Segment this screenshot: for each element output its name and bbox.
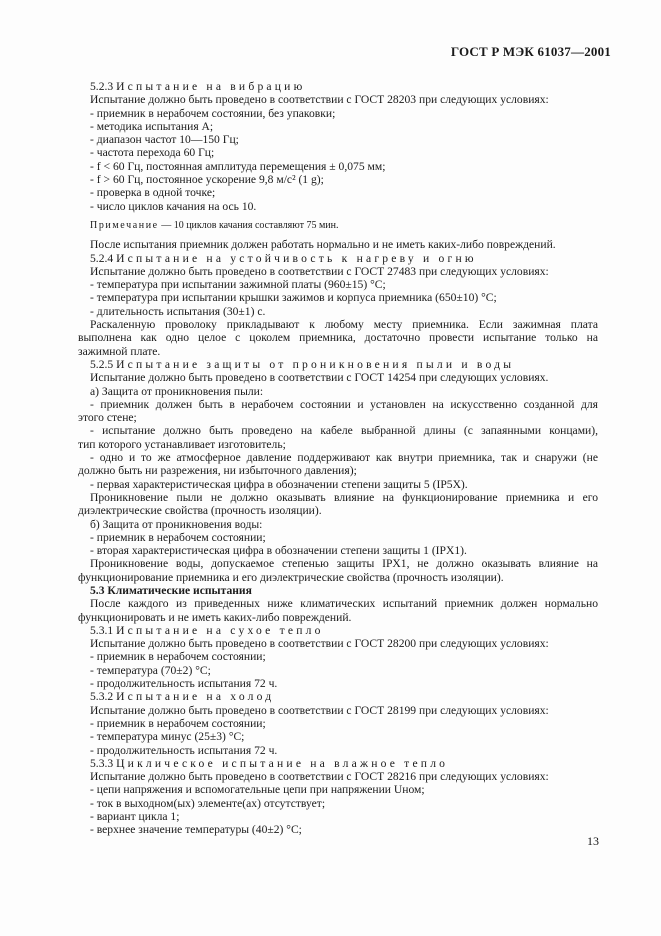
text-line: - вариант цикла 1; xyxy=(90,810,180,824)
section-heading xyxy=(90,690,598,703)
subsection-heading: 5.3 Климатические испытания xyxy=(90,583,252,597)
page-header-standard-id: ГОСТ Р МЭК 61037—2001 xyxy=(450,44,611,59)
text-line: - приемник в нерабочем состоянии; xyxy=(90,530,266,544)
text-line: Испытание должно быть проведено в соответствии с ГОСТ 28199 при следующих условиях: xyxy=(90,703,549,717)
paragraph-line: зажимной плате. xyxy=(78,344,161,358)
text-line: - проверка в одной точке; xyxy=(90,186,216,200)
section-number: 5.3.2 xyxy=(90,690,117,704)
paragraph-line: функционирование приемника и его диэлектрические свойства (прочность изоляции). xyxy=(78,570,504,584)
text-line: - температура при испытании крышки зажимов и корпуса приемника (650±10) °С; xyxy=(90,291,497,305)
text-line: а) Защита от проникновения пыли: xyxy=(90,384,264,398)
section-heading xyxy=(90,252,598,265)
section-title: Испытание на вибрацию xyxy=(116,80,306,93)
text-line: - продолжительность испытания 72 ч. xyxy=(90,677,278,691)
text-line: - первая характеристическая цифра в обозначении степени защиты 5 (IP5X). xyxy=(90,477,468,491)
text-line: - приемник в нерабочем состоянии, без упаковки; xyxy=(90,106,336,120)
text-line: - приемник в нерабочем состоянии; xyxy=(90,716,266,730)
section-heading xyxy=(90,80,598,93)
document-body xyxy=(78,80,598,837)
paragraph-line: диэлектрические свойства (прочность изоляции). xyxy=(78,504,322,518)
text-line: - цепи напряжения и вспомогательные цепи при напряжении Uном; xyxy=(90,783,425,797)
text-line: Испытание должно быть проведено в соответствии с ГОСТ 28203 при следующих условиях: xyxy=(90,93,549,107)
text-line: - длительность испытания (30±1) с. xyxy=(90,304,266,318)
paragraph-line: тип которого устанавливает изготовитель; xyxy=(78,437,286,451)
text-line: - ток в выходном(ых) элементе(ах) отсутствует; xyxy=(90,796,326,810)
text-line: - верхнее значение температуры (40±2) °С; xyxy=(90,823,302,837)
section-title: Циклическое испытание на влажное тепло xyxy=(116,756,449,770)
text-line: - температура (70±2) °С; xyxy=(90,663,211,677)
section-title: Испытание на устойчивость к нагреву и огню xyxy=(116,251,477,265)
section-title: Испытание на холод xyxy=(116,690,275,704)
text-line: - продолжительность испытания 72 ч. xyxy=(90,743,278,757)
section-number: 5.3.1 xyxy=(90,623,117,637)
text-line: - температура минус (25±3) °С; xyxy=(90,730,245,744)
page-number: 13 xyxy=(587,834,599,848)
section-heading xyxy=(90,757,598,770)
text-line: После испытания приемник должен работать нормально и не иметь каких-либо повреждений. xyxy=(90,238,556,252)
paragraph-line: функционировать и не иметь каких-либо повреждений. xyxy=(78,610,352,624)
paragraph-line: - испытание должно быть проведено на кабеле выбранной длины (с запаянными концами), xyxy=(90,424,598,438)
section-number: 5.2.3 xyxy=(90,80,117,93)
text-line: - температура при испытании зажимной платы (960±15) °С; xyxy=(90,278,386,292)
section-number: 5.3.3 xyxy=(90,756,117,770)
text-line: - диапазон частот 10—150 Гц; xyxy=(90,133,239,147)
text-line: - число циклов качания на ось 10. xyxy=(90,199,257,213)
section-title: Испытание защиты от проникновения пыли и воды xyxy=(116,357,515,371)
paragraph-line: Проникновение пыли не должно оказывать влияние на функционирование приемника и его xyxy=(90,490,598,504)
text-line: Испытание должно быть проведено в соответствии с ГОСТ 28216 при следующих условиях: xyxy=(90,770,549,784)
paragraph-line: должно быть ни разрежения, ни избыточного давления); xyxy=(78,464,357,478)
text-line: - методика испытания А; xyxy=(90,119,214,133)
text-line: Испытание должно быть проведено в соответствии с ГОСТ 14254 при следующих условиях. xyxy=(90,371,549,385)
section-number: 5.2.5 xyxy=(90,357,117,371)
paragraph-line: - приемник должен быть в нерабочем состоянии и установлен на искусственно созданной для xyxy=(90,397,598,411)
paragraph-line: Раскаленную проволоку прикладывают к любому месту приемника. Если зажимная плата xyxy=(90,318,598,332)
text-line: Испытание должно быть проведено в соответствии с ГОСТ 27483 при следующих условиях: xyxy=(90,264,549,278)
note-label: Примечание xyxy=(90,219,159,231)
text-line: - приемник в нерабочем состоянии; xyxy=(90,650,266,664)
note-text: — 10 циклов качания составляют 75 мин. xyxy=(158,219,339,231)
paragraph-line: этого стене; xyxy=(78,411,137,425)
section-number: 5.2.4 xyxy=(90,251,117,265)
section-heading xyxy=(90,624,598,637)
section-heading xyxy=(90,358,598,371)
paragraph-line: После каждого из приведенных ниже климатических испытаний приемник должен нормально xyxy=(90,597,598,611)
text-line: - f < 60 Гц, постоянная амплитуда перемещения ± 0,075 мм; xyxy=(90,159,386,173)
text-line: - вторая характеристическая цифра в обозначении степени защиты 1 (IPX1). xyxy=(90,544,467,558)
paragraph-line: Проникновение воды, допускаемое степенью защиты IPX1, не должно оказывать влияние на xyxy=(90,557,598,571)
note xyxy=(90,219,598,232)
paragraph-line: выполнена как одно целое с цоколем приемника, достаточно провести испытание только на xyxy=(78,331,598,345)
text-line: - f > 60 Гц, постоянное ускорение 9,8 м/с² (1 g); xyxy=(90,173,324,187)
text-line: Испытание должно быть проведено в соответствии с ГОСТ 28200 при следующих условиях: xyxy=(90,637,549,651)
text-line: б) Защита от проникновения воды: xyxy=(90,517,263,531)
section-title: Испытание на сухое тепло xyxy=(116,623,324,637)
text-line: - частота перехода 60 Гц; xyxy=(90,146,215,160)
paragraph-line: - одно и то же атмосферное давление поддерживают как внутри приемника, так и снаружи (не xyxy=(90,451,598,465)
